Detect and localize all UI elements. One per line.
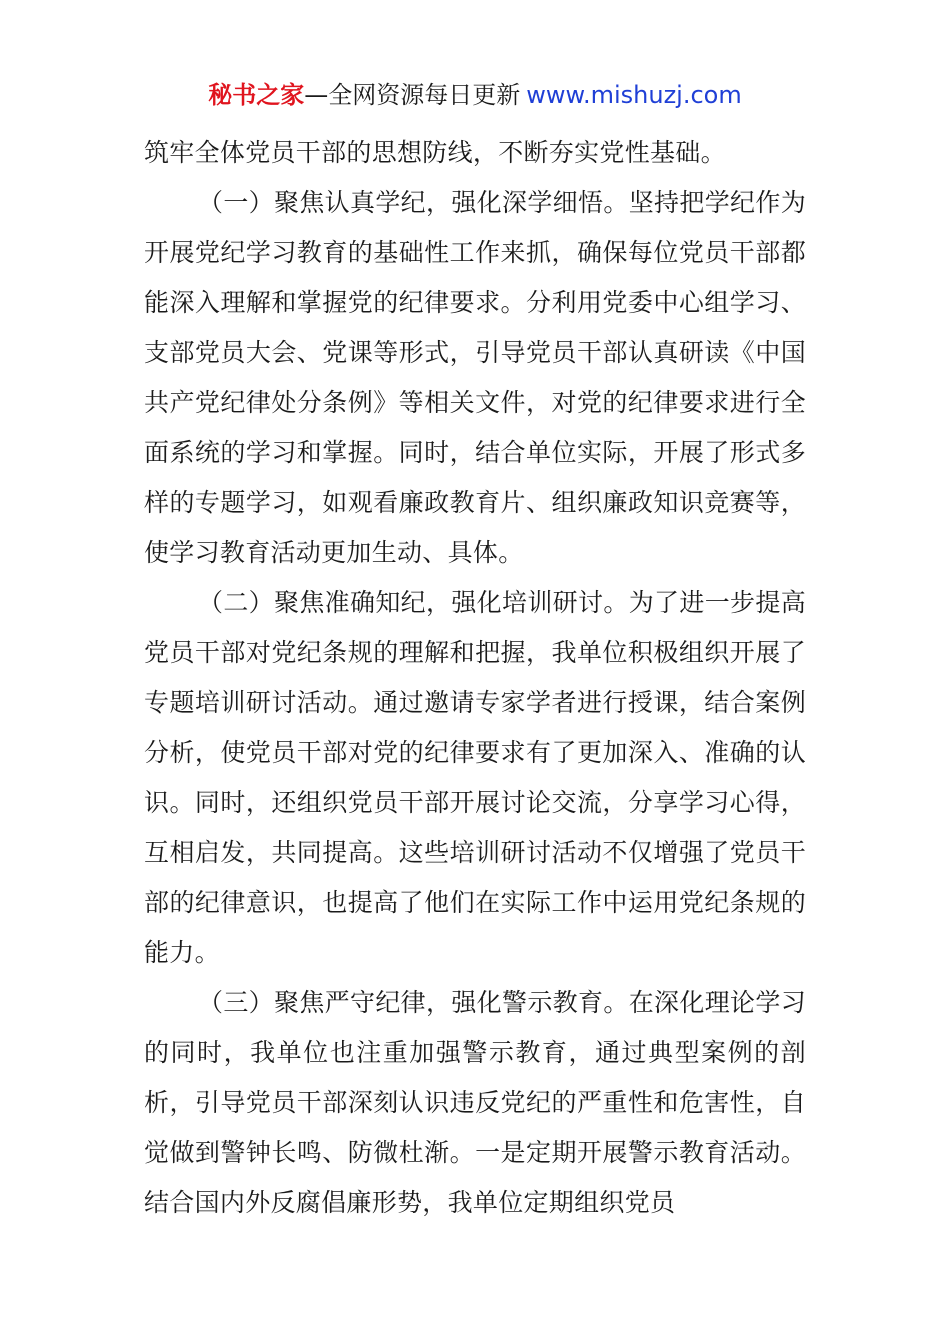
paragraph-continuation: 筑牢全体党员干部的思想防线，不断夯实党性基础。 (144, 138, 726, 167)
page-header (0, 78, 950, 112)
website-link[interactable]: www.mishuzj.com (526, 81, 742, 109)
paragraph-section-2: （二）聚焦准确知纪，强化培训研讨。为了进一步提高党员干部对党纪条规的理解和把握，我单位积极组织开展了专题培训研讨活动。通过邀请专家学者进行授课，结合案例分析，使党员干部对党的纪律要求有了更加深入、准确的认识。同时，还组织党员干部开展讨论交流，分享学习心得，互相启发，共同提高。这些培训研讨活动不仅增强了党员干部的纪律意识，也提高了他们在实际工作中运用党纪条规的能力。 (144, 588, 806, 967)
paragraph-section-1: （一）聚焦认真学纪，强化深学细悟。坚持把学纪作为开展党纪学习教育的基础性工作来抓，确保每位党员干部都能深入理解和掌握党的纪律要求。分利用党委中心组学习、支部党员大会、党课等形式，引导党员干部认真研读《中国共产党纪律处分条例》等相关文件，对党的纪律要求进行全面系统的学习和掌握。同时，结合单位实际，开展了形式多样的专题学习，如观看廉政教育片、组织廉政知识竞赛等，使学习教育活动更加生动、具体。 (144, 188, 806, 567)
brand-name: 秘书之家 (208, 81, 305, 109)
paragraph-section-3: （三）聚焦严守纪律，强化警示教育。在深化理论学习的同时，我单位也注重加强警示教育，通过典型案例的剖析，引导党员干部深刻认识违反党纪的严重性和危害性，自觉做到警钟长鸣、防微杜渐。一是定期开展警示教育活动。结合国内外反腐倡廉形势，我单位定期组织党员 (144, 988, 806, 1217)
document-body (144, 128, 806, 1228)
header-tagline: —全网资源每日更新 (304, 81, 521, 109)
